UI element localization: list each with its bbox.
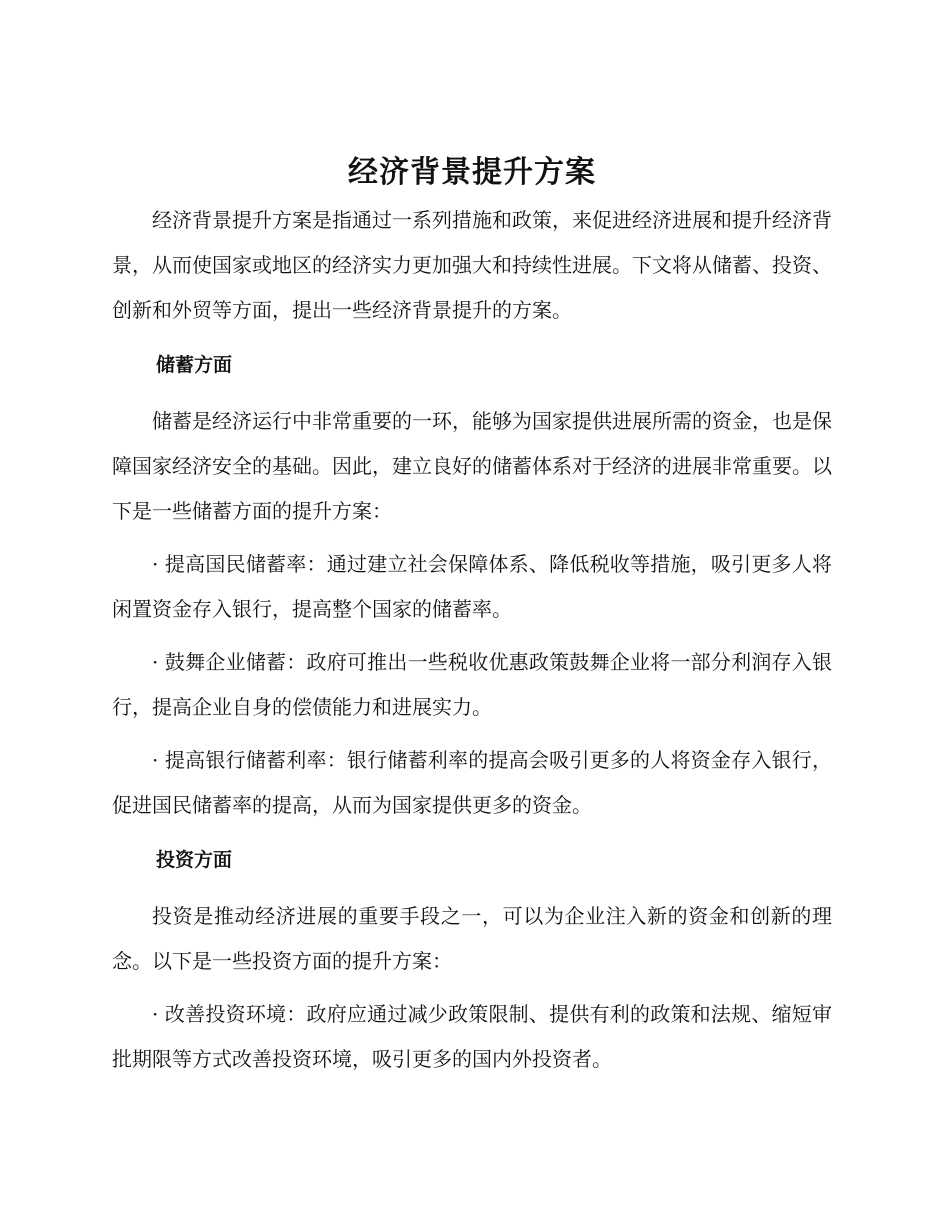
investment-bullet-1: · 改善投资环境：政府应通过减少政策限制、提供有利的政策和法规、缩短审批期限等方式改善投资环境，吸引更多的国内外投资者。 [112, 1002, 832, 1071]
investment-paragraph: 投资是推动经济进展的重要手段之一，可以为企业注入新的资金和创新的理念。以下是一些投资方面的提升方案： [112, 904, 832, 973]
savings-paragraph: 储蓄是经济运行中非常重要的一环，能够为国家提供进展所需的资金，也是保障国家经济安全的基础。因此，建立良好的储蓄体系对于经济的进展非常重要。以下是一些储蓄方面的提升方案： [112, 409, 832, 523]
savings-bullet-1: · 提高国民储蓄率：通过建立社会保障体系、降低税收等措施，吸引更多人将闲置资金存入银行，提高整个国家的储蓄率。 [112, 552, 832, 621]
document-title: 经济背景提升方案 [348, 155, 596, 190]
savings-bullet-2: · 鼓舞企业储蓄：政府可推出一些税收优惠政策鼓舞企业将一部分利润存入银行，提高企业自身的偿债能力和进展实力。 [112, 650, 832, 719]
section-heading-savings: 储蓄方面 [156, 354, 233, 376]
intro-paragraph: 经济背景提升方案是指通过一系列措施和政策，来促进经济进展和提升经济背景，从而使国家或地区的经济实力更加强大和持续性进展。下文将从储蓄、投资、创新和外贸等方面，提出一些经济背景提升的方案。 [112, 208, 832, 322]
section-heading-investment: 投资方面 [156, 849, 233, 871]
document-page [112, 148, 832, 1082]
savings-bullet-3: · 提高银行储蓄利率：银行储蓄利率的提高会吸引更多的人将资金存入银行，促进国民储蓄率的提高，从而为国家提供更多的资金。 [112, 748, 832, 817]
